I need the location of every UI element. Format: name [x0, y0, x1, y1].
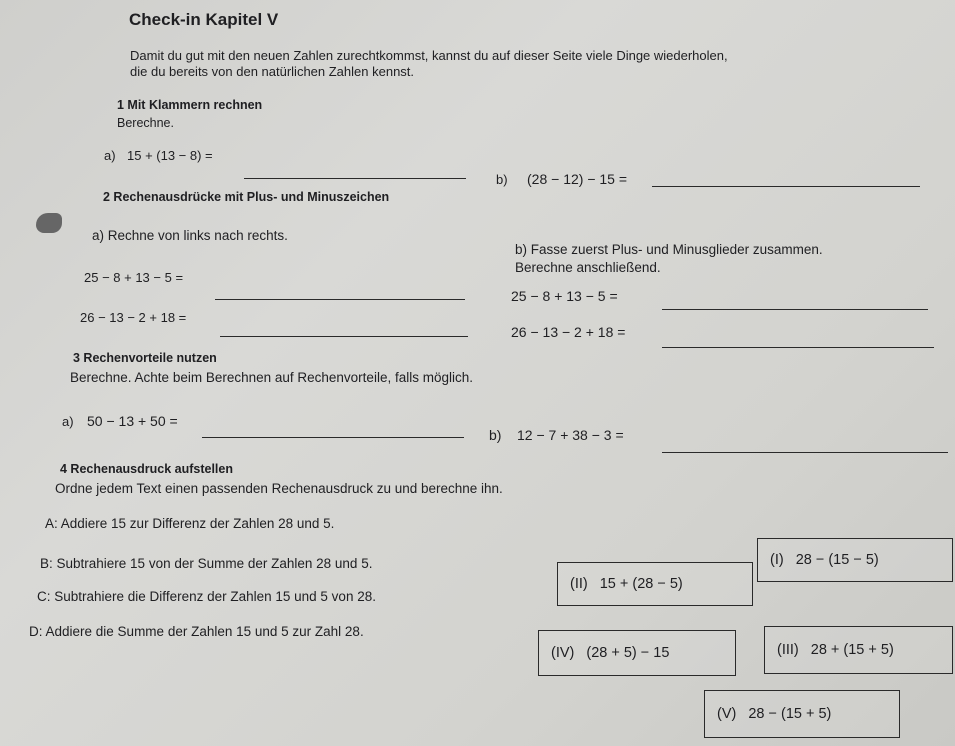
task2-b-expression-2: 26 − 13 − 2 + 18 =	[511, 324, 626, 340]
task1-a-expression: 15 + (13 − 8) =	[127, 148, 213, 163]
expression-box-3[interactable]	[764, 626, 953, 674]
intro-line-2: die du bereits von den natürlichen Zahlen kennst.	[130, 64, 415, 79]
intro-line-1: Damit du gut mit den neuen Zahlen zurechtkommst, kannst du auf dieser Seite viele Dinge wiederholen,	[130, 48, 728, 63]
task2-b-expression-1: 25 − 8 + 13 − 5 =	[511, 288, 618, 304]
expression-box-4[interactable]	[538, 630, 736, 676]
task2-a2-answer-line[interactable]	[220, 336, 468, 337]
expression-box-5[interactable]	[704, 690, 900, 738]
expression-box-5-number: (V)	[717, 706, 737, 722]
task1-a-label: a)	[104, 148, 116, 163]
task2-a-instruction: a) Rechne von links nach rechts.	[92, 228, 288, 243]
task4-heading: 4 Rechenausdruck aufstellen	[60, 462, 233, 476]
task2-b2-answer-line[interactable]	[662, 347, 934, 348]
task3-b-label: b)	[489, 427, 502, 443]
task1-instruction: Berechne.	[117, 116, 174, 130]
expression-box-1-expr: 28 − (15 − 5)	[795, 552, 879, 568]
task2-a-expression-2: 26 − 13 − 2 + 18 =	[80, 310, 187, 325]
task3-b-answer-line[interactable]	[662, 452, 948, 453]
task4-text-a: A: Addiere 15 zur Differenz der Zahlen 28 und 5.	[45, 516, 335, 531]
expression-box-1-number: (I)	[770, 552, 784, 568]
task3-heading: 3 Rechenvorteile nutzen	[73, 351, 217, 365]
task1-a-answer-line[interactable]	[244, 178, 466, 179]
expression-box-3-number: (III)	[777, 642, 799, 658]
task2-a1-answer-line[interactable]	[215, 299, 465, 300]
expression-box-1[interactable]	[757, 538, 953, 582]
task3-a-answer-line[interactable]	[202, 437, 464, 438]
expression-box-2[interactable]	[557, 562, 753, 606]
task3-a-expression: 50 − 13 + 50 =	[87, 413, 178, 429]
task1-heading: 1 Mit Klammern rechnen	[117, 98, 263, 112]
expression-box-2-number: (II)	[570, 576, 588, 592]
task4-text-c: C: Subtrahiere die Differenz der Zahlen 15 und 5 von 28.	[37, 589, 376, 604]
task2-b1-answer-line[interactable]	[662, 309, 928, 310]
task4-text-d: D: Addiere die Summe der Zahlen 15 und 5 zur Zahl 28.	[29, 624, 364, 639]
expression-box-5-expr: 28 − (15 + 5)	[748, 706, 832, 722]
task1-b-label: b)	[496, 172, 508, 187]
expression-box-3-expr: 28 + (15 + 5)	[810, 642, 894, 658]
task3-instruction: Berechne. Achte beim Berechnen auf Rechenvorteile, falls möglich.	[70, 370, 473, 385]
task4-instruction: Ordne jedem Text einen passenden Rechenausdruck zu und berechne ihn.	[55, 481, 503, 496]
page-title: Check-in Kapitel V	[129, 10, 279, 29]
task2-b-instruction-1: b) Fasse zuerst Plus- und Minusglieder zusammen.	[515, 242, 823, 257]
expression-box-4-expr: (28 + 5) − 15	[586, 645, 670, 661]
task2-heading: 2 Rechenausdrücke mit Plus- und Minuszeichen	[103, 190, 390, 204]
task3-b-expression: 12 − 7 + 38 − 3 =	[517, 427, 624, 443]
expression-box-4-number: (IV)	[551, 645, 575, 661]
task1-b-answer-line[interactable]	[652, 186, 920, 187]
expression-box-2-expr: 15 + (28 − 5)	[599, 576, 683, 592]
task2-a-expression-1: 25 − 8 + 13 − 5 =	[84, 270, 184, 285]
marker-dot-icon	[36, 213, 62, 233]
task1-b-expression: (28 − 12) − 15 =	[527, 171, 628, 187]
task3-a-label: a)	[62, 414, 74, 429]
task2-b-instruction-2: Berechne anschließend.	[515, 260, 661, 275]
task4-text-b: B: Subtrahiere 15 von der Summe der Zahlen 28 und 5.	[40, 556, 373, 571]
